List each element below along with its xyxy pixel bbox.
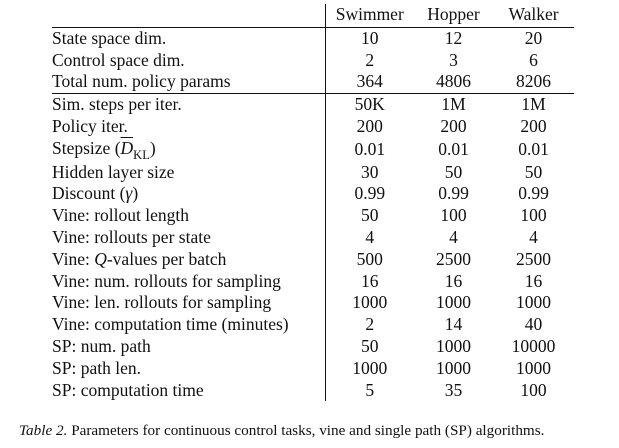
caption-label: Table 2. xyxy=(19,422,68,439)
cell-walker: 200 xyxy=(520,115,547,136)
table-row-vine-rollout-length xyxy=(52,205,574,227)
row-label: Total num. policy params xyxy=(52,71,231,92)
table-row-vine-num-rollouts-sampling xyxy=(52,271,574,293)
cell-hopper: 50 xyxy=(444,161,463,182)
row-label: SP: path len. xyxy=(52,357,141,378)
kl-subscript: KL xyxy=(133,147,150,162)
cell-swimmer: 364 xyxy=(325,71,414,93)
table-row-sim-steps-per-iter xyxy=(52,94,574,116)
row-label: State space dim. xyxy=(52,27,325,49)
row-label xyxy=(52,183,325,205)
gamma-symbol: γ xyxy=(125,183,133,204)
header-blank-cell xyxy=(52,4,325,27)
cell-walker: 4 xyxy=(529,226,538,247)
cell-hopper: 4 xyxy=(449,226,458,247)
kl-bound-symbol: $\overline{D}$ xyxy=(120,137,134,158)
cell-swimmer: 2 xyxy=(325,314,414,336)
column-header-swimmer: Swimmer xyxy=(325,4,414,27)
row-label xyxy=(52,249,325,271)
cell-swimmer: 50 xyxy=(325,336,414,358)
cell-swimmer: 30 xyxy=(325,162,414,184)
table-row-hidden-layer-size xyxy=(52,162,574,184)
row-label-suffix: -values per batch xyxy=(106,248,227,269)
cell-swimmer: 2 xyxy=(325,50,414,72)
row-label-suffix: ) xyxy=(132,183,139,204)
table-row-state-space-dim xyxy=(52,27,574,49)
table-row-sp-num-path xyxy=(52,336,574,358)
cell-walker: 1M xyxy=(493,94,574,116)
table-row-vine-rollouts-per-state xyxy=(52,227,574,249)
parameters-table xyxy=(52,4,574,401)
caption-text: Parameters for continuous control tasks, vine and single path (SP) algorithms. xyxy=(67,422,545,439)
table-row-vine-computation-time xyxy=(52,314,574,336)
cell-swimmer: 1000 xyxy=(325,358,414,380)
row-label: Control space dim. xyxy=(52,49,185,70)
cell-hopper: 35 xyxy=(444,379,463,400)
row-label: Policy iter. xyxy=(52,115,128,136)
cell-hopper: 12 xyxy=(414,27,493,49)
table-row-sp-path-len xyxy=(52,358,574,380)
cell-hopper: 0.99 xyxy=(438,183,469,204)
row-label: Hidden layer size xyxy=(52,161,175,182)
cell-walker: 0.99 xyxy=(518,183,549,204)
cell-hopper: 0.01 xyxy=(438,138,469,159)
row-label: Vine: num. rollouts for sampling xyxy=(52,270,281,291)
row-label: Vine: len. rollouts for sampling xyxy=(52,292,272,313)
row-label-prefix: Vine: xyxy=(52,248,95,269)
cell-hopper: 1000 xyxy=(436,335,471,356)
cell-swimmer: 500 xyxy=(325,249,414,271)
cell-walker: 2500 xyxy=(516,248,551,269)
table-row-control-space-dim xyxy=(52,50,574,72)
cell-hopper: 3 xyxy=(449,49,458,70)
table-row-policy-iter xyxy=(52,116,574,138)
cell-walker: 1000 xyxy=(516,357,551,378)
cell-hopper: 16 xyxy=(444,270,463,291)
cell-hopper: 200 xyxy=(440,115,467,136)
cell-swimmer: 4 xyxy=(325,227,414,249)
table-caption xyxy=(19,422,544,440)
row-label: SP: computation time xyxy=(52,379,204,400)
cell-swimmer: 0.99 xyxy=(325,183,414,205)
cell-hopper: 14 xyxy=(444,314,463,335)
cell-swimmer: 0.01 xyxy=(325,138,414,162)
row-label-prefix: Stepsize ( xyxy=(52,137,121,158)
cell-swimmer: 16 xyxy=(325,271,414,293)
row-label: Vine: computation time (minutes) xyxy=(52,314,289,335)
table-row-vine-q-values-per-batch xyxy=(52,249,574,271)
q-symbol: Q xyxy=(94,248,107,269)
cell-swimmer: 50 xyxy=(325,205,414,227)
parameters-table-container xyxy=(52,4,574,401)
cell-walker: 100 xyxy=(520,205,547,226)
cell-swimmer: 200 xyxy=(325,116,414,138)
cell-hopper: 1000 xyxy=(436,292,471,313)
row-label: Sim. steps per iter. xyxy=(52,94,325,116)
cell-walker: 20 xyxy=(493,27,574,49)
cell-hopper: 100 xyxy=(440,205,467,226)
cell-swimmer: 50K xyxy=(325,94,414,116)
cell-walker: 6 xyxy=(529,49,538,70)
column-header-walker: Walker xyxy=(508,4,559,24)
row-label: Vine: rollout length xyxy=(52,205,189,226)
cell-walker: 16 xyxy=(524,270,543,291)
cell-walker: 50 xyxy=(524,161,543,182)
table-row-stepsize xyxy=(52,138,574,162)
column-header-hopper: Hopper xyxy=(427,4,480,24)
cell-hopper: 1M xyxy=(414,94,493,116)
cell-swimmer: 5 xyxy=(325,380,414,402)
cell-hopper: 1000 xyxy=(436,357,471,378)
cell-walker: 100 xyxy=(520,379,547,400)
row-label xyxy=(52,138,325,162)
row-label: SP: num. path xyxy=(52,335,151,356)
cell-swimmer: 10 xyxy=(325,27,414,49)
cell-hopper: 2500 xyxy=(436,248,471,269)
cell-hopper: 4806 xyxy=(436,71,471,92)
cell-walker: 10000 xyxy=(511,335,556,356)
table-row-total-policy-params xyxy=(52,71,574,93)
row-label-prefix: Discount ( xyxy=(52,183,126,204)
cell-swimmer: 1000 xyxy=(325,292,414,314)
cell-walker: 0.01 xyxy=(518,138,549,159)
cell-walker: 1000 xyxy=(516,292,551,313)
cell-walker: 8206 xyxy=(516,71,551,92)
table-row-sp-computation-time xyxy=(52,380,574,402)
row-label-suffix: ) xyxy=(149,137,156,158)
table-row-discount xyxy=(52,183,574,205)
cell-walker: 40 xyxy=(524,314,543,335)
table-row-vine-len-rollouts-sampling xyxy=(52,292,574,314)
table-header-row xyxy=(52,4,574,27)
row-label: Vine: rollouts per state xyxy=(52,226,211,247)
